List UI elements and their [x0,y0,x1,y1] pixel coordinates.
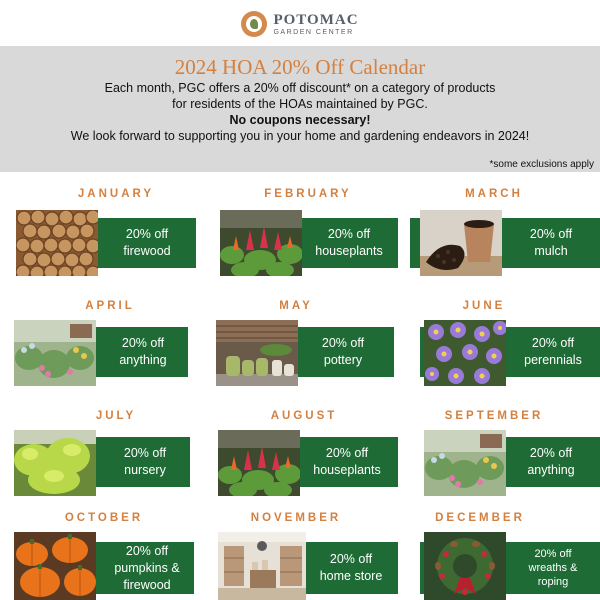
houseplants-photo [220,210,302,276]
home-store-photo [218,532,306,600]
month-december-offer [510,542,596,594]
offer-category: perennials [524,353,582,367]
pottery-photo [216,320,298,386]
wreath-photo [424,532,506,600]
intro-line-4: We look forward to supporting you in your home and gardening endeavors in 2024! [70,129,530,143]
month-april-offer [100,327,186,377]
logo-subtitle: GARDEN CENTER [273,28,354,36]
offer-category: anything [119,353,167,367]
offer-percent: 20% off [529,446,573,460]
month-september-title: SEPTEMBER [444,410,544,422]
month-june-offer [510,327,596,377]
intro-line-2: for residents of the HOAs maintained by PGC. [172,97,428,111]
offer-percent: 20% off [325,446,369,460]
no-coupons-note: No coupons necessary! [229,113,371,127]
month-june-title: JUNE [462,300,506,312]
offer-category: pumpkins & [114,560,180,575]
month-july-offer [102,437,188,487]
month-november-title: NOVEMBER [250,512,342,524]
offer-category: houseplants [315,244,383,258]
firewood-photo [16,210,98,276]
houseplants-photo [218,430,300,496]
offer-percent: 20% off [327,227,371,241]
nursery-photo [14,430,96,496]
offer-percent: 20% off [534,548,572,560]
offer-percent: 20% off [531,336,575,350]
month-march-offer [508,218,594,268]
month-february-title: FEBRUARY [264,188,352,200]
offer-category: wreaths & [528,562,578,574]
offer-category-line2: firewood [123,577,171,592]
offer-percent: 20% off [125,227,169,241]
offer-percent: 20% off [123,446,167,460]
month-february-offer [306,218,392,268]
month-may-offer [300,327,386,377]
offer-category-line2: roping [537,576,569,588]
offer-category: firewood [123,244,171,258]
offer-percent: 20% off [121,336,165,350]
logo-name: POTOMAC [273,11,359,28]
month-october-offer [104,542,190,594]
garden-photo [14,320,96,386]
offer-category: nursery [124,463,166,477]
month-september-offer [508,437,594,487]
month-may-title: MAY [279,300,313,312]
month-january-title: JANUARY [77,188,155,200]
month-july-title: JULY [95,410,137,422]
intro-banner [0,46,600,172]
month-november-offer [308,542,394,594]
logo [0,8,600,40]
offer-percent: 20% off [329,552,373,566]
offer-category: anything [527,463,575,477]
offer-percent: 20% off [321,336,365,350]
offer-category: houseplants [313,463,381,477]
exclusions-note: *some exclusions apply [489,159,594,170]
leaf-logo-icon [241,11,267,37]
month-december-title: DECEMBER [435,512,525,524]
month-march-title: MARCH [465,188,523,200]
offer-percent: 20% off [125,543,169,558]
mulch-photo [420,210,502,276]
month-january-offer [104,218,190,268]
month-april-title: APRIL [85,300,135,312]
month-october-title: OCTOBER [64,512,144,524]
offer-category: mulch [534,244,568,258]
perennials-photo [424,320,506,386]
pumpkins-photo [14,532,96,600]
intro-line-1: Each month, PGC offers a 20% off discount* on a category of products [104,81,496,95]
page-title: 2024 HOA 20% Off Calendar [174,55,426,79]
offer-category: pottery [323,353,363,367]
garden-photo [424,430,506,496]
month-august-title: AUGUST [270,410,338,422]
month-august-offer [304,437,390,487]
offer-category: home store [319,569,383,583]
offer-percent: 20% off [529,227,573,241]
